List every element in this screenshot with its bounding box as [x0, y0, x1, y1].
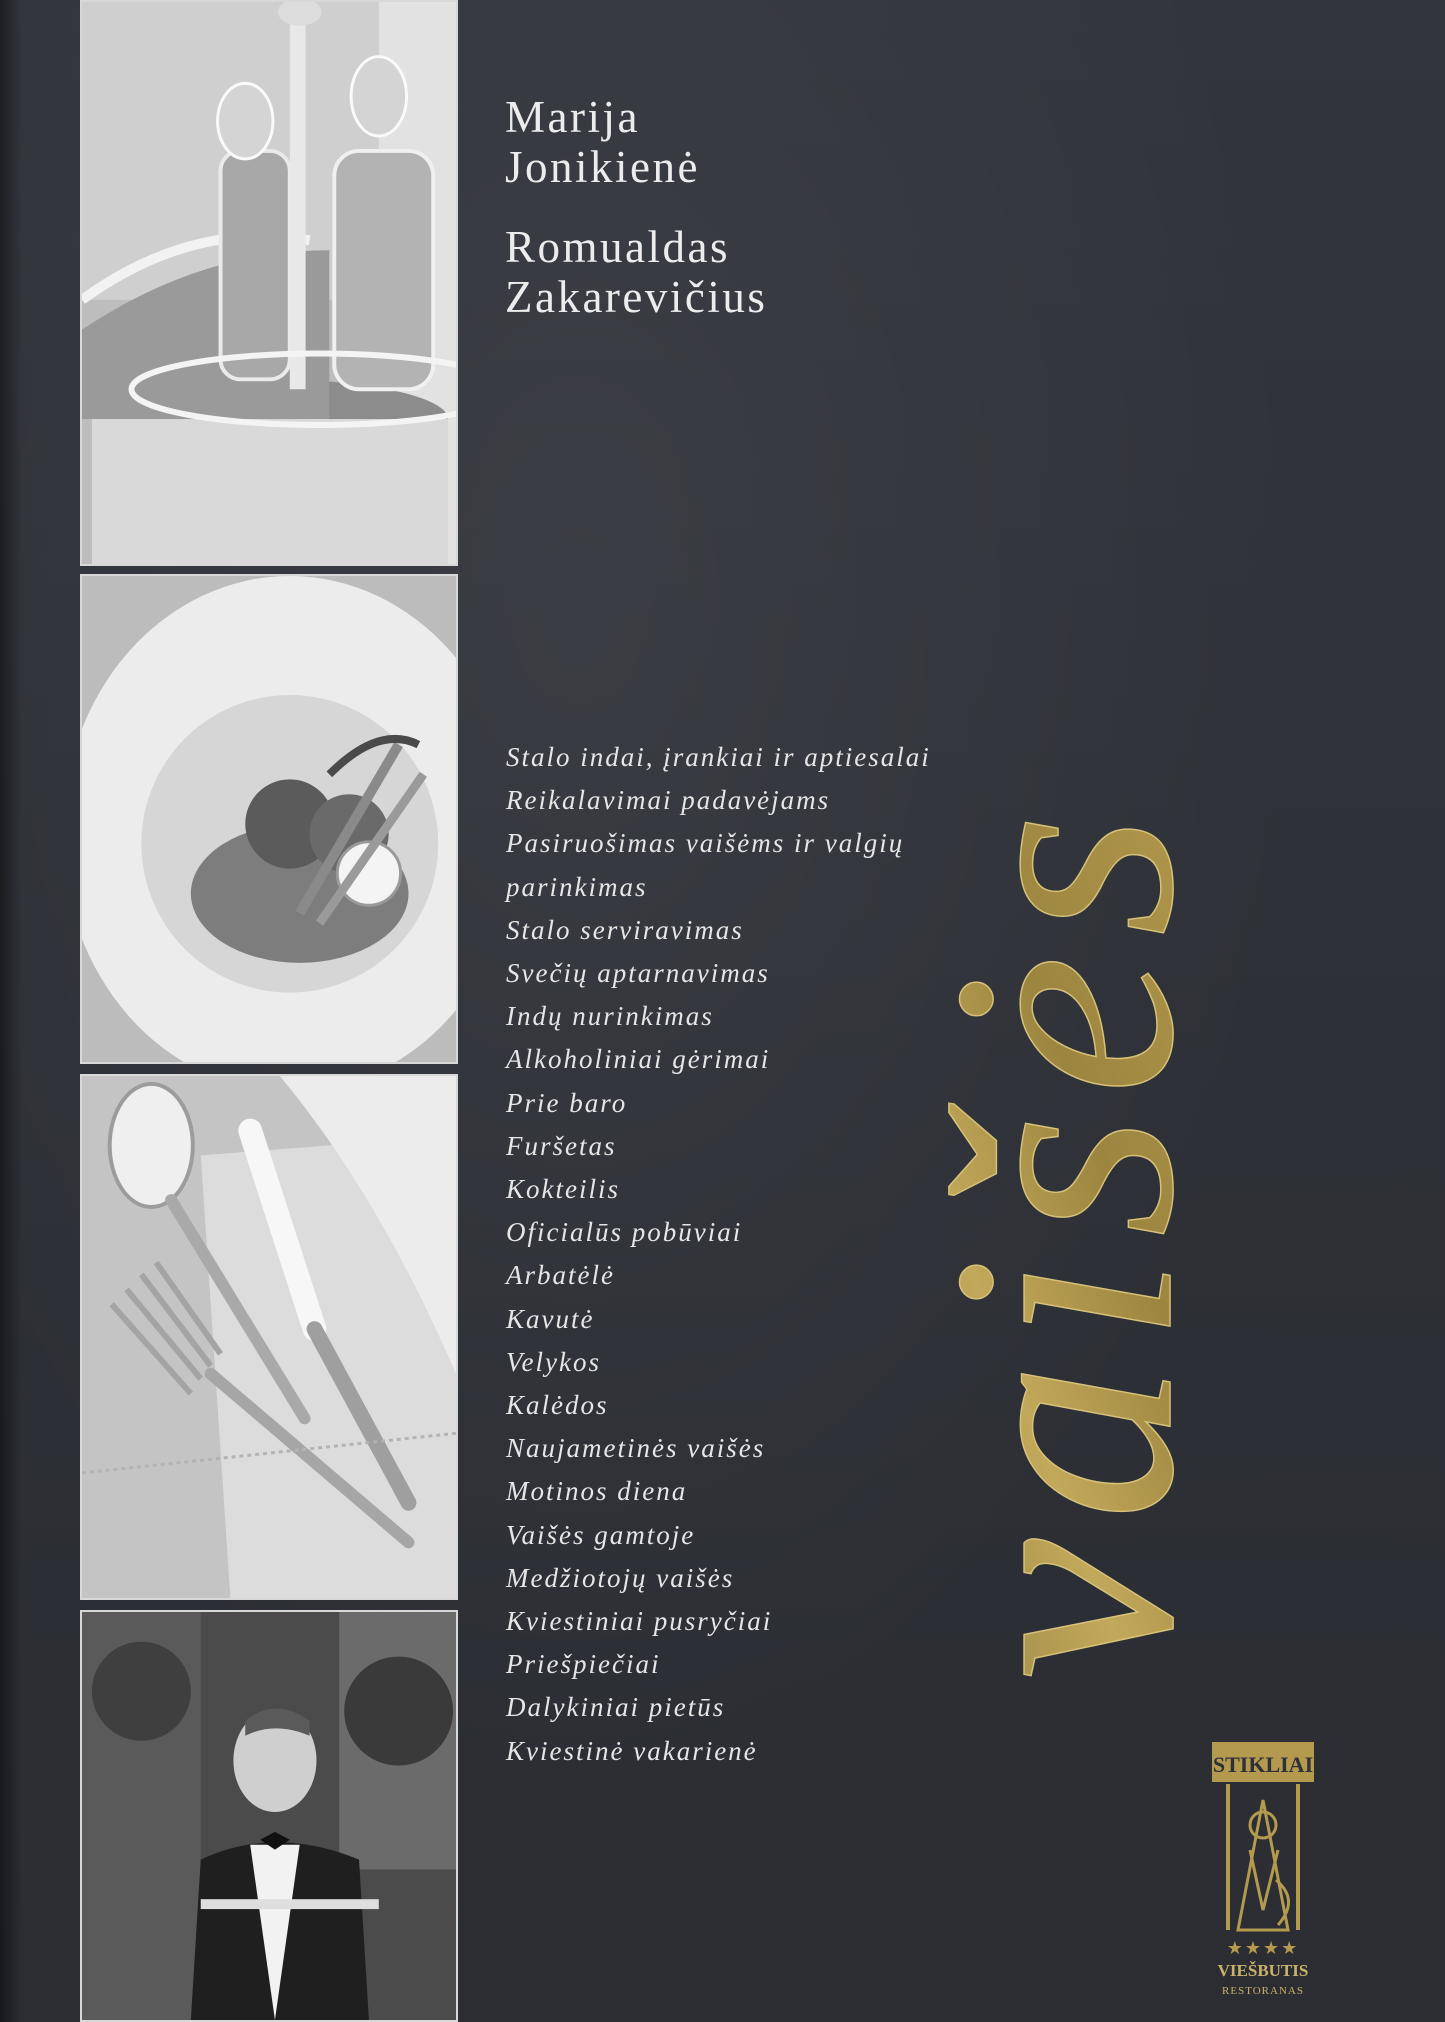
- chapter-item: Alkoholiniai gėrimai: [506, 1044, 771, 1075]
- spine-shadow: [0, 0, 22, 2022]
- chapter-item: Arbatėlė: [506, 1260, 615, 1291]
- chapter-item: Svečių aptarnavimas: [506, 958, 770, 989]
- chapter-item: Stalo indai, įrankiai ir aptiesalai: [506, 742, 931, 772]
- author-names: [505, 92, 767, 322]
- chapter-item: Velykos: [506, 1346, 601, 1377]
- photo-cruet-set: [80, 0, 458, 566]
- chapter-item: Pasiruošimas vaišėms ir valgių: [506, 828, 905, 859]
- chapter-item: Motinos diena: [506, 1476, 688, 1507]
- logo-stars: ★★★★: [1226, 1938, 1300, 1959]
- title-block: [887, 80, 1425, 1720]
- book-title: vaišės: [887, 794, 1239, 1680]
- author-2-first-name: Romualdas: [505, 222, 730, 272]
- chapter-item: Stalo serviravimas: [506, 914, 744, 945]
- chapter-item: Priešpiečiai: [506, 1649, 661, 1680]
- author-2-last-name: Zakarevičius: [505, 272, 768, 322]
- chapter-item: Vaišės gamtoje: [506, 1519, 696, 1550]
- chapter-item: Medžiotojų vaišės: [506, 1562, 735, 1593]
- chapter-item: Kokteilis: [506, 1174, 620, 1205]
- photo-plated-dish: [80, 574, 458, 1064]
- chapter-item: Dalykiniai pietūs: [506, 1692, 726, 1723]
- author-1-last-name: Jonikienė: [505, 142, 700, 192]
- logo-restaurant: RESTORANAS: [1222, 1985, 1304, 1997]
- chapter-item: Kavutė: [506, 1303, 595, 1334]
- chapter-item: Indų nurinkimas: [506, 1001, 714, 1032]
- chapter-list: [506, 736, 931, 1773]
- chapter-item: Reikalavimai padavėjams: [506, 785, 831, 816]
- author-1-first-name: Marija: [505, 92, 640, 142]
- chapter-item: Naujametinės vaišės: [506, 1433, 766, 1464]
- logo-hotel: VIEŠBUTIS: [1217, 1961, 1309, 1980]
- logo-top-text: STIKLIAI: [1212, 1752, 1314, 1777]
- publisher-logo: [1208, 1740, 1318, 2002]
- chapter-item: Prie baro: [506, 1087, 628, 1118]
- chapter-item: Kviestiniai pusryčiai: [506, 1606, 773, 1637]
- photo-waiter: [80, 1610, 458, 2022]
- chapter-item: parinkimas: [506, 871, 648, 902]
- chapter-item: Kviestinė vakarienė: [506, 1735, 758, 1766]
- chapter-item: Furšetas: [506, 1130, 617, 1161]
- chapter-item: Oficialūs pobūviai: [506, 1217, 743, 1248]
- photo-cutlery: [80, 1074, 458, 1600]
- chapter-item: Kalėdos: [506, 1390, 609, 1421]
